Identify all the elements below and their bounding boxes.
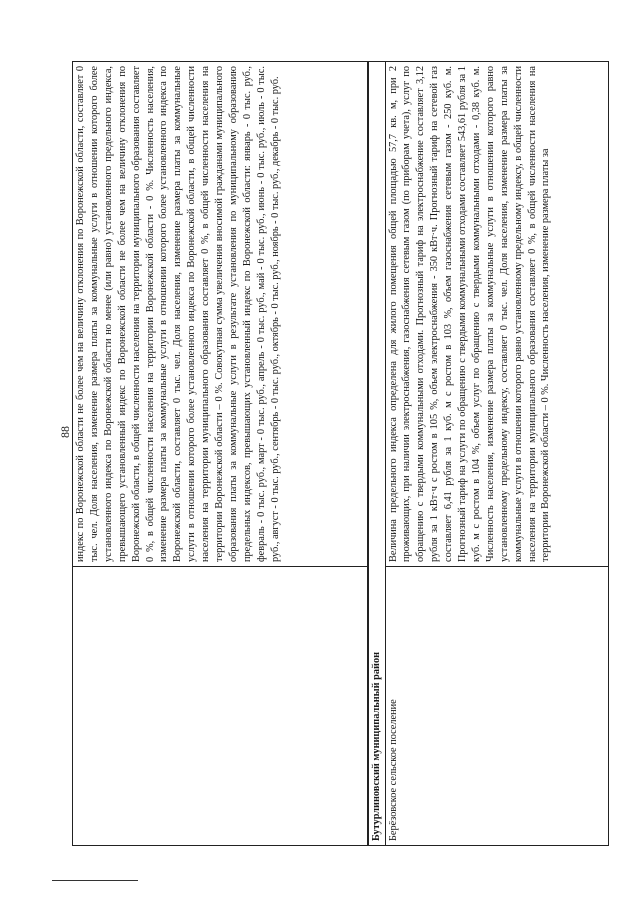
rotated-table-wrapper <box>72 61 609 846</box>
district-header-row <box>368 62 386 846</box>
table-row <box>385 62 609 846</box>
settlement-name: Берёзовское сельское поселение <box>385 567 609 846</box>
settlement-cell <box>73 567 368 846</box>
page-number: 88 <box>58 426 72 438</box>
description-cell: Величина предельного индекса определена для жилого помещения общей площадью 57,7 кв. м, при 2 проживающих, при наличии электроснабжения, газоснабжения сетевым газом (по приборам учета), услуг по обращению с твердыми коммунальными отходами. Прогнозный тариф на электроснабжение составляет 3,12 рубля за 1 кВт·ч с ростом в 105 %, объем электроснабжения - 350 кВт·ч. Прогнозный тариф на сетевой газ составляет 6,41 рубля за 1 куб. м с ростом в 103 %, объем газоснабжения сетевым газом - 250 куб. м. Прогнозный тариф на услуги по обращению с твердыми коммунальными отходами составляет 543,61 рубля за 1 куб. м с ростом в 104 %, объем услуг по обращению с твердыми коммунальными отходами - 0,38 куб. м. Численность населения, изменение размера платы за коммунальные услуги в отношении которого равно установленному предельному индексу, составляет 0 тыс. чел. Доля населения, изменение размера платы за коммунальные услуги в отношении которого равно установленному предельному индексу, в общей численности населения на территории муниципального образования составляет 0 %, в общей численности населения на территории Воронежской области – 0 %. Численность населения, изменение размера платы за <box>385 62 609 567</box>
description-cell: индекс по Воронежской области не более чем на величину отклонения по Воронежской области, составляет 0 тыс. чел. Доля населения, изменение размера платы за коммунальные услуги в отношении которого более установленного индекса по Воронежской области но менее (или равно) установленного предельного индекса, превышающего установленный индекс по Воронежской области не более чем на величину отклонения по Воронежской области, в общей численности населения на территории муниципального образования составляет 0 %, в общей численности населения на территории Воронежской области - 0 %. Численность населения, изменение размера платы за коммунальные услуги в отношении которого более установленного индекса по Воронежской области, составляет 0 тыс. чел. Доля населения, изменение размера платы за коммунальные услуги в отношении которого более установленного индекса по Воронежской области, в общей численности населения на территории муниципального образования составляет 0 %, в общей численности населения на территории Воронежской области – 0 %. Совокупная сумма увеличения вносимой гражданами муниципального образования платы за коммунальные услуги в результате установления по муниципальному образованию предельных индексов, превышающих установленный индекс по Воронежской области: январь - 0 тыс. руб., февраль - 0 тыс. руб., март - 0 тыс. руб., апрель - 0 тыс. руб., май - 0 тыс. руб., июнь - 0 тыс. руб., июль - 0 тыс. руб., август - 0 тыс. руб., сентябрь - 0 тыс. руб., октябрь - 0 тыс. руб., ноябрь - 0 тыс. руб., декабрь - 0 тыс. руб. <box>73 62 368 567</box>
table-row <box>73 62 368 846</box>
district-name: Бутурлиновский муниципальный район <box>368 62 386 846</box>
tariff-index-table <box>72 61 609 846</box>
footnote-rule <box>52 880 138 881</box>
